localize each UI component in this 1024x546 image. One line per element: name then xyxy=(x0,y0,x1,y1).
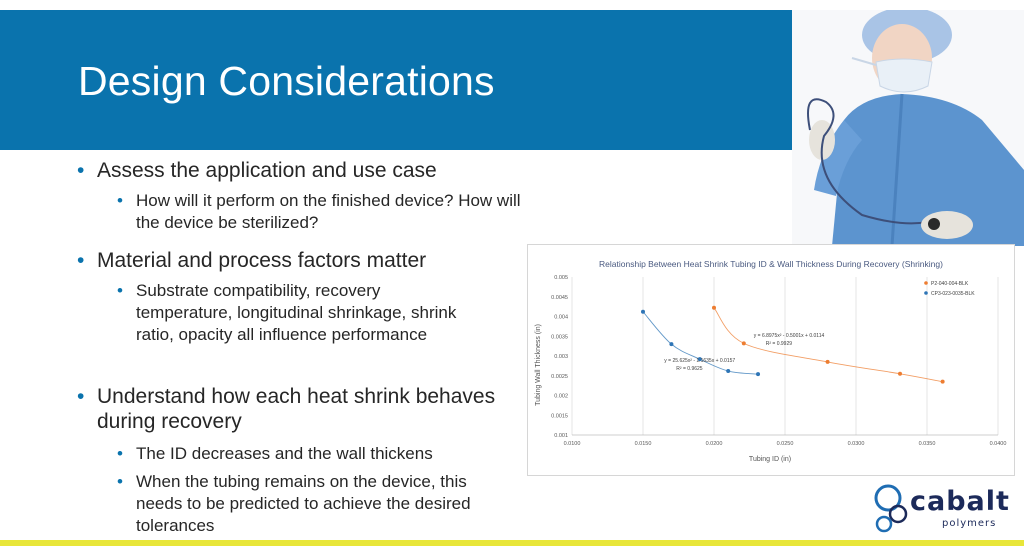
x-tick-label: 0.0150 xyxy=(634,441,652,447)
data-point-series-1 xyxy=(712,306,716,310)
x-tick-label: 0.0200 xyxy=(705,441,723,447)
x-tick-label: 0.0350 xyxy=(918,441,936,447)
y-axis-label: Tubing Wall Thickness (in) xyxy=(535,324,542,406)
cabalt-polymers-logo xyxy=(870,480,1020,536)
bullet-2-sub-1: • Substrate compatibility, recovery temperature, longitudinal shrinkage, shrink ratio, opacity all influence performance xyxy=(136,280,476,346)
chart-title: Relationship Between Heat Shrink Tubing ID & Wall Thickness During Recovery (Shrinking) xyxy=(599,259,943,269)
legend-label-1: P2-040-004-BLK xyxy=(931,281,969,287)
bullet-2: • Material and process factors matter xyxy=(97,248,517,273)
x-tick-label: 0.0100 xyxy=(563,441,581,447)
data-point-series-1 xyxy=(826,360,830,364)
surgeon-holding-catheter-image xyxy=(792,10,1024,246)
bullet-1-sub-1: • How will it perform on the finished device? How will the device be sterilized? xyxy=(136,190,526,234)
bullet-3-sub-1: • The ID decreases and the wall thickens xyxy=(136,443,516,465)
y-tick-label: 0.0025 xyxy=(551,373,568,380)
bullet-1: • Assess the application and use case xyxy=(97,158,517,183)
trend-equation-1: y = 6.8975x² - 0.5001x + 0.0114 xyxy=(753,333,825,340)
x-axis-label: Tubing ID (in) xyxy=(748,456,792,463)
y-tick-label: 0.0045 xyxy=(551,294,568,301)
scatter-chart xyxy=(528,245,1014,475)
data-point-series-1 xyxy=(898,372,902,376)
data-point-series-2 xyxy=(756,372,760,376)
data-point-series-2 xyxy=(641,310,645,314)
bullet-3: • Understand how each heat shrink behaves during recovery xyxy=(97,384,497,434)
data-point-series-1 xyxy=(742,341,746,345)
data-point-series-2 xyxy=(669,342,673,346)
data-point-series-1 xyxy=(941,380,945,384)
chart-panel xyxy=(527,244,1015,476)
x-tick-label: 0.0400 xyxy=(989,441,1007,447)
y-tick-label: 0.005 xyxy=(554,275,568,281)
legend-marker-1 xyxy=(924,281,928,285)
logo-wordmark: cabalt xyxy=(910,486,1010,517)
x-tick-label: 0.0250 xyxy=(776,441,794,447)
trendline-1 xyxy=(714,308,943,382)
y-tick-label: 0.0015 xyxy=(551,413,568,420)
legend-label-2: CP3-023-0035-BLK xyxy=(931,291,975,297)
logo-subtitle: polymers xyxy=(942,518,997,529)
data-point-series-2 xyxy=(726,369,730,373)
bottom-rule xyxy=(0,540,1024,546)
trend-r2-2: R² = 0.9625 xyxy=(676,365,703,372)
y-tick-label: 0.004 xyxy=(554,314,568,321)
trend-r2-1: R² = 0.9929 xyxy=(765,341,793,348)
bullet-3-sub-2: • When the tubing remains on the device, this needs to be predicted to achieve the desired tolerances xyxy=(136,471,516,537)
trend-equation-2: y = 25.625x² - 1.1635x + 0.0157 xyxy=(664,357,736,364)
bubbles-logo-icon xyxy=(872,482,912,534)
y-tick-label: 0.0035 xyxy=(551,334,568,341)
trendline-2 xyxy=(643,312,758,374)
y-tick-label: 0.001 xyxy=(554,433,568,439)
y-tick-label: 0.002 xyxy=(554,393,568,400)
slide-title: Design Considerations xyxy=(78,58,495,104)
x-tick-label: 0.0300 xyxy=(847,441,865,447)
y-tick-label: 0.003 xyxy=(554,354,568,360)
legend-marker-2 xyxy=(924,291,928,295)
